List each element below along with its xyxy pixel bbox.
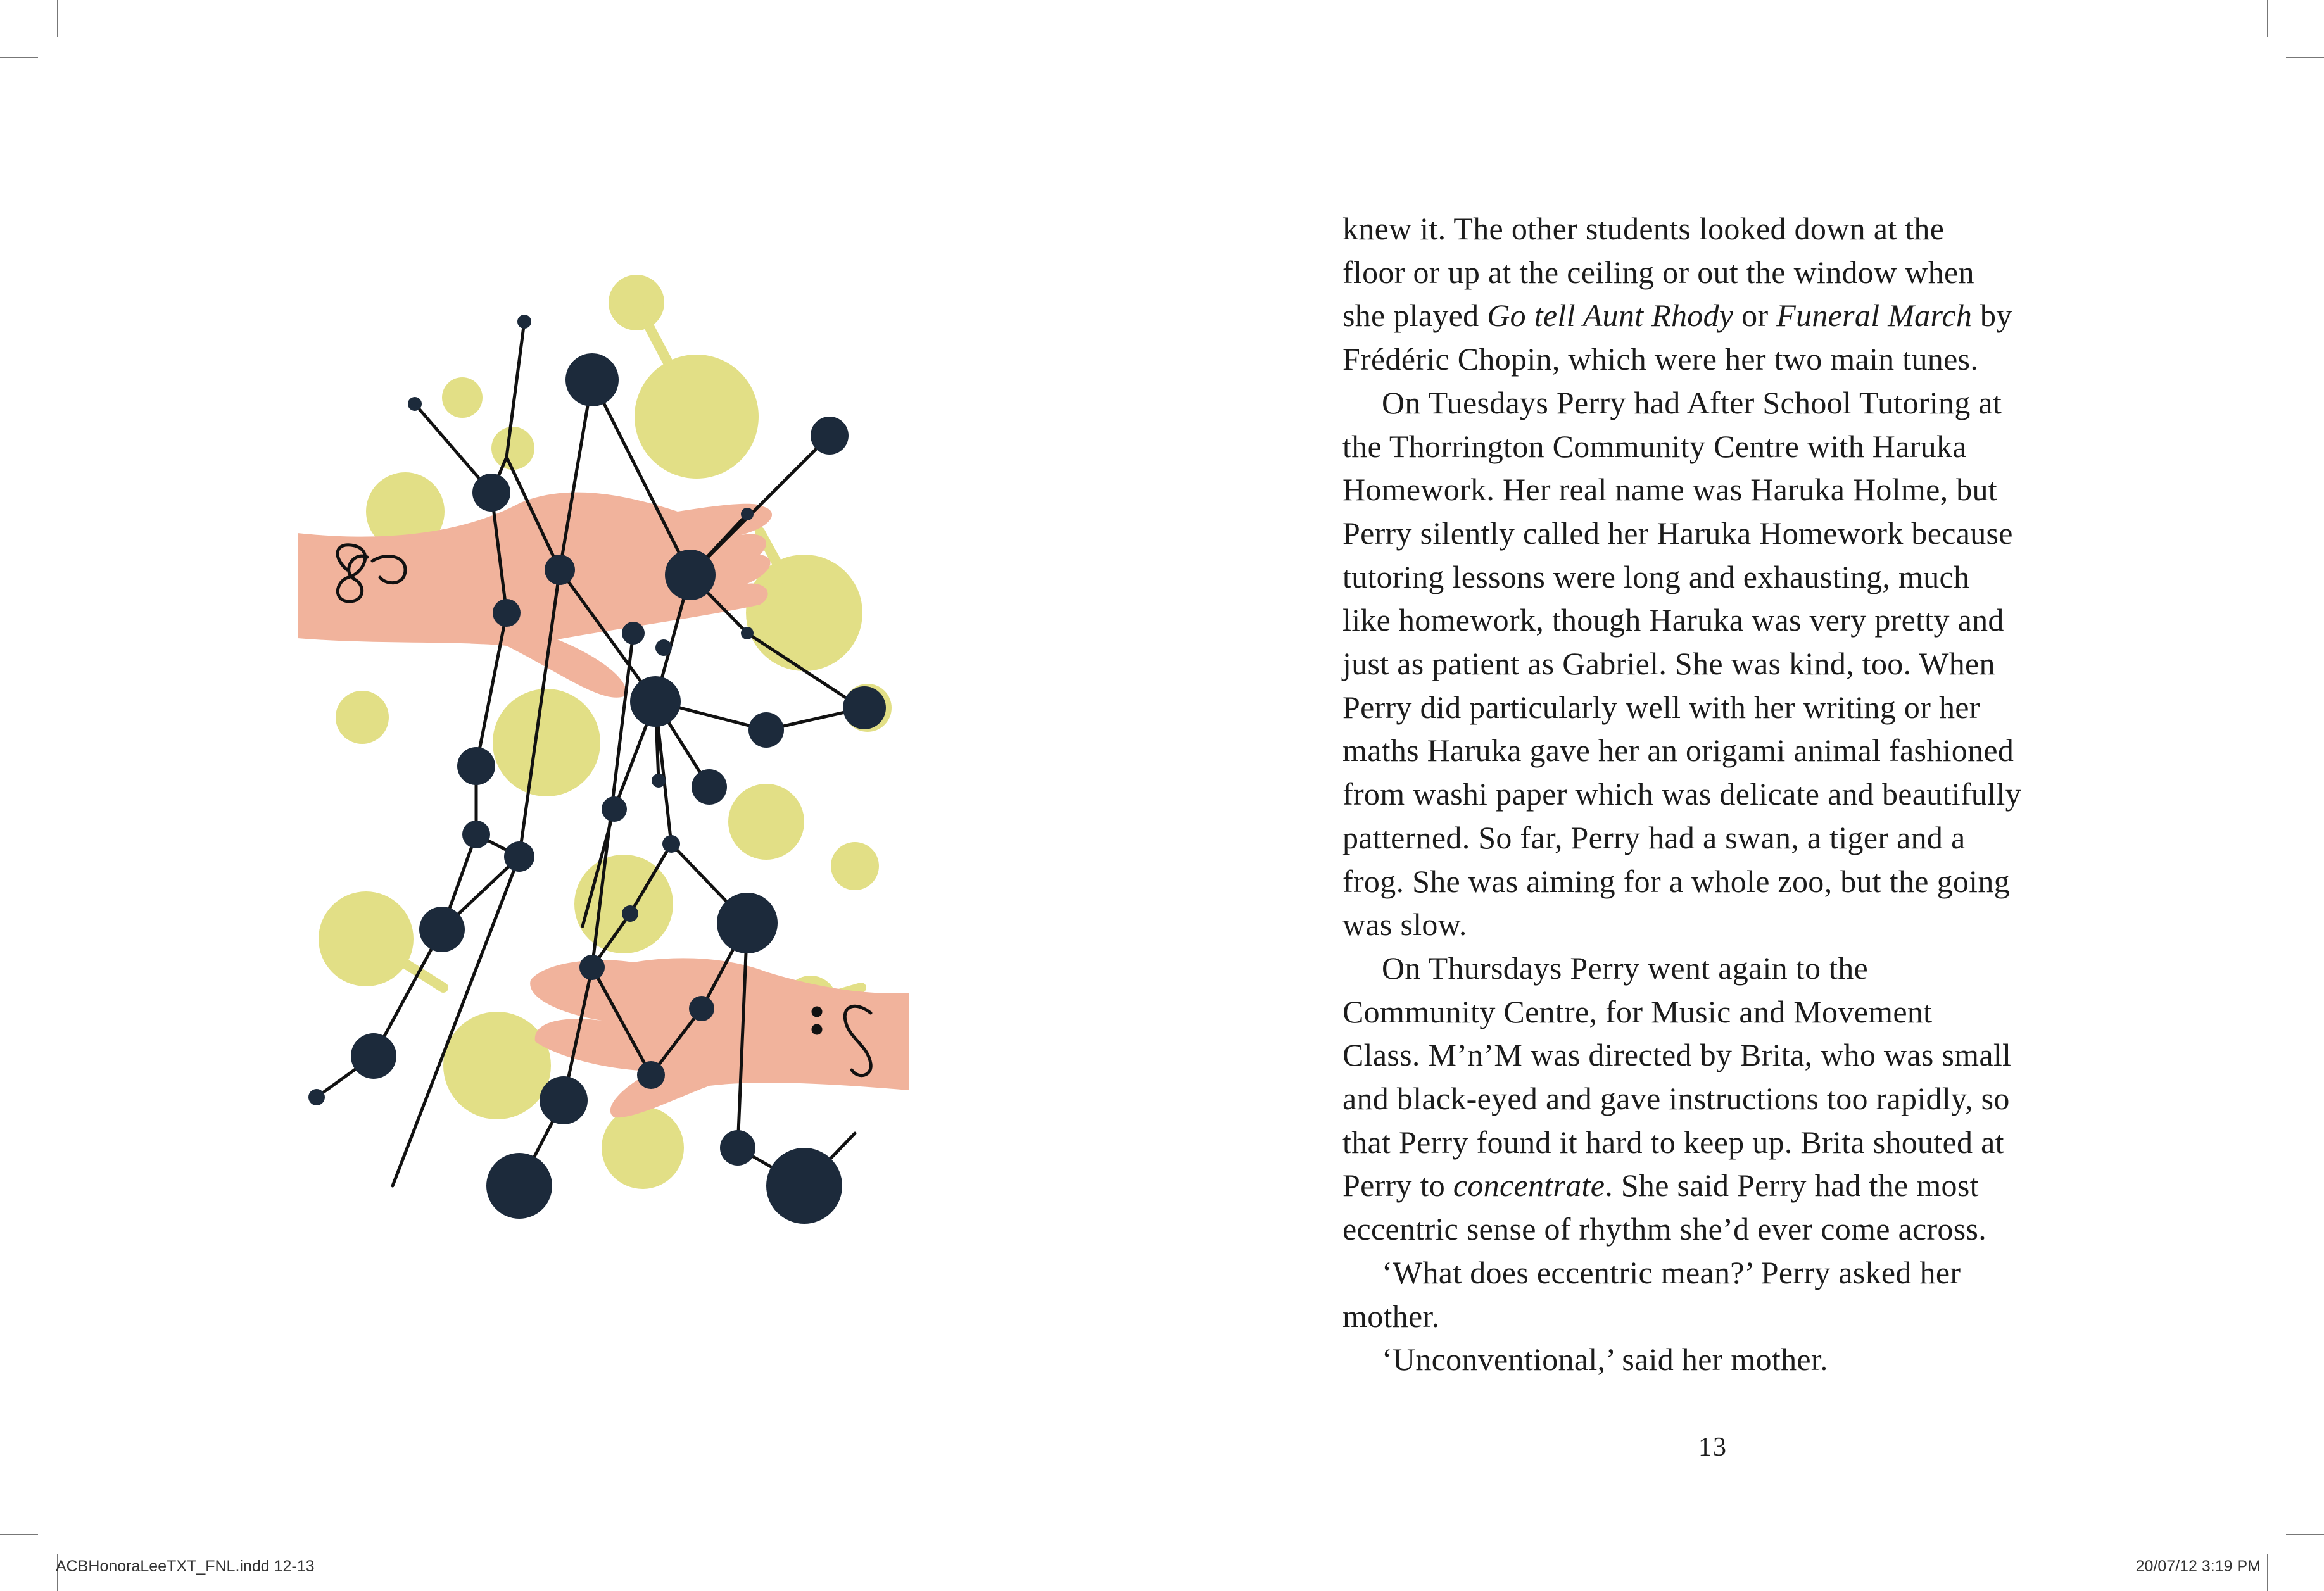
text-segment: ‘What does eccentric mean?’ Perry asked her xyxy=(1382,1254,1961,1290)
text-line xyxy=(1342,381,2102,425)
text-segment: . She said Perry had the most xyxy=(1605,1167,1979,1204)
text-segment: On Tuesdays Perry had After School Tutoring at xyxy=(1382,384,2002,420)
text-segment: Perry did particularly well with her writing or her xyxy=(1342,689,1980,725)
text-line xyxy=(1342,1164,2102,1207)
text-segment: tutoring lessons were long and exhausting, much xyxy=(1342,558,1970,594)
crop-mark xyxy=(2267,1554,2268,1591)
text-line xyxy=(1342,903,2102,946)
text-segment: On Thursdays Perry went again to the xyxy=(1382,950,1869,986)
text-line xyxy=(1342,251,2102,294)
text-segment: from washi paper which was delicate and beautifully xyxy=(1342,776,2021,812)
text-segment: was slow. xyxy=(1342,907,1467,943)
body-text xyxy=(1342,207,2102,1381)
crop-mark xyxy=(2286,1534,2324,1535)
crop-mark xyxy=(2286,57,2324,58)
text-line xyxy=(1342,1295,2102,1338)
text-segment: the Thorrington Community Centre with Haruka xyxy=(1342,428,1967,464)
crop-mark xyxy=(2267,0,2268,37)
text-segment: Class. M’n’M was directed by Brita, who was small xyxy=(1342,1037,2012,1073)
text-segment: eccentric sense of rhythm she’d ever come across. xyxy=(1342,1211,1987,1247)
text-line xyxy=(1342,686,2102,729)
text-line xyxy=(1342,1033,2102,1077)
text-line xyxy=(1342,512,2102,555)
text-line xyxy=(1342,816,2102,860)
text-segment: or xyxy=(1733,298,1777,334)
text-line xyxy=(1342,207,2102,251)
illustration xyxy=(279,266,925,1279)
text-segment: that Perry found it hard to keep up. Brita shouted at xyxy=(1342,1124,2004,1160)
crop-mark xyxy=(0,57,38,58)
text-line xyxy=(1342,1251,2102,1295)
text-segment: Community Centre, for Music and Movement xyxy=(1342,993,1933,1029)
text-segment: ‘Unconventional,’ said her mother. xyxy=(1382,1342,1828,1378)
text-line xyxy=(1342,946,2102,990)
italic-title: Go tell Aunt Rhody xyxy=(1487,298,1734,334)
italic-title: Funeral March xyxy=(1776,298,1973,334)
text-line xyxy=(1342,860,2102,903)
text-segment: she played xyxy=(1342,298,1487,334)
text-line xyxy=(1342,772,2102,816)
text-line xyxy=(1342,1338,2102,1381)
text-segment: and black-eyed and gave instructions too rapidly, so xyxy=(1342,1081,2010,1117)
text-segment: frog. She was aiming for a whole zoo, but the going xyxy=(1342,863,2010,899)
text-segment: floor or up at the ceiling or out the window when xyxy=(1342,254,1974,290)
text-line xyxy=(1342,729,2102,772)
text-line xyxy=(1342,294,2102,337)
text-line xyxy=(1342,598,2102,642)
text-line xyxy=(1342,468,2102,512)
text-segment: maths Haruka gave her an origami animal fashioned xyxy=(1342,733,2014,769)
text-line xyxy=(1342,1121,2102,1164)
text-line xyxy=(1342,642,2102,686)
slug-filename: ACBHonoraLeeTXT_FNL.indd 12-13 xyxy=(56,1557,315,1575)
text-line xyxy=(1342,1207,2102,1251)
text-line xyxy=(1342,337,2102,381)
crop-mark xyxy=(57,0,58,37)
crop-mark xyxy=(0,1534,38,1535)
text-segment: Perry to xyxy=(1342,1167,1453,1204)
text-segment: Homework. Her real name was Haruka Holme, but xyxy=(1342,472,1997,508)
slug-timestamp: 20/07/12 3:19 PM xyxy=(2135,1557,2261,1575)
text-segment: just as patient as Gabriel. She was kind, too. When xyxy=(1342,646,1995,682)
text-line xyxy=(1342,555,2102,599)
text-line xyxy=(1342,1077,2102,1121)
text-segment: like homework, though Haruka was very pretty and xyxy=(1342,602,2004,638)
page-number: 13 xyxy=(1698,1433,1727,1462)
text-segment: mother. xyxy=(1342,1298,1440,1334)
bottom-hand xyxy=(530,958,909,1117)
text-segment: Perry silently called her Haruka Homework because xyxy=(1342,515,2013,551)
italic-title: concentrate xyxy=(1453,1167,1605,1204)
text-line xyxy=(1342,990,2102,1034)
text-segment: patterned. So far, Perry had a swan, a tiger and a xyxy=(1342,819,1966,855)
dark-dots xyxy=(308,315,886,1224)
text-line xyxy=(1342,425,2102,468)
text-segment: by xyxy=(1972,298,2012,334)
text-segment: Frédéric Chopin, which were her two main tunes. xyxy=(1342,341,1979,377)
text-segment: knew it. The other students looked down at the xyxy=(1342,211,1945,246)
